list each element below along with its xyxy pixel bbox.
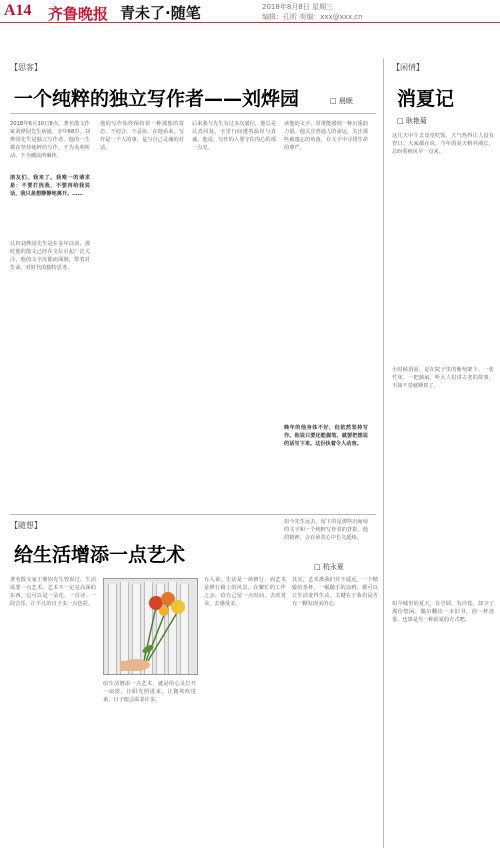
article-quote: 晚年的他身体不好，但依然坚持写作。他说只要还能握笔，就要把想说的话写下来。这份执着令人动容。 bbox=[284, 425, 368, 447]
section-title: 青未了·随笔 bbox=[120, 4, 201, 22]
article-paragraph: 认识刘烨园先生是在多年以前，那时他的散文已经在文坛引起广泛关注，他的文字沉郁而深刻，带着对生命、对时代的独特思考。 bbox=[10, 241, 90, 271]
article-paragraph: 后来我与先生有过多次通信，他总是认真回复，字里行间透着温厚与真诚。他说，写作的人要守住内心的那一点光。 bbox=[192, 121, 276, 151]
article-headline: 消夏记 bbox=[397, 88, 455, 110]
section-divider bbox=[10, 514, 376, 515]
issue-date: 2018年8月8日 星期三 bbox=[262, 3, 333, 11]
article-paragraph: 小时候消夏，是在院子里的葡萄架下。一张竹床，一把蒲扇，听大人们讲古老的故事，不知不觉就睡着了。 bbox=[392, 367, 494, 389]
article-tag: 【随想】 bbox=[10, 521, 42, 530]
article-byline: □ 杭永夏 bbox=[314, 563, 344, 571]
article-paragraph: 给生活增添一点艺术，就是给心灵打开一扇窗。让阳光照进来，让微风吹进来，日子便会温柔许多。 bbox=[103, 681, 196, 703]
article-quote: 朋友们，我来了。我唯一的请求是：不要打扰我，不要再给我说话，我只是想静静地离开。…… bbox=[10, 175, 90, 197]
page-number: A14 bbox=[4, 2, 32, 19]
article-paragraph: 读他的文字，常常能感到一种沉重的力量。他关注普通人的命运，关注那些被遗忘的角落，在文字中寻找生命的尊严。 bbox=[284, 121, 368, 151]
article-byline: □ 晨眠 bbox=[330, 97, 353, 105]
editors-line: 编辑：孔昕 美编：xxx@xxx.cn bbox=[262, 13, 363, 21]
article-paragraph: 这几天中午去食堂吃饭，天气热得让人没有胃口。大家都在说，今年的夏天格外漫长，总盼着秋风早一点来。 bbox=[392, 133, 494, 155]
article-paragraph: 著名散文家王鼎钧先生曾说过，生活需要一点艺术。艺术不一定是高深的东西，它可以是一朵花、一首诗、一段音乐，让平凡的日子多一点色彩。 bbox=[10, 577, 96, 607]
article-paragraph: 有人说，生活是一场修行，而艺术是修行路上的风景。在繁忙的工作之余，给自己留一点时间，去欣赏美，去感受美。 bbox=[204, 577, 286, 607]
article-headline: 一个纯粹的独立写作者——刘烨园 bbox=[14, 88, 300, 110]
headline-divider bbox=[10, 113, 376, 114]
article-paragraph: 他的写作始终保持着一种孤独的姿态，不迎合，不妥协。在他看来，写作是一个人的事，是与自己灵魂的对话。 bbox=[100, 121, 184, 151]
article-tag: 【思客】 bbox=[10, 63, 42, 72]
flower-bouquet bbox=[104, 579, 197, 674]
newspaper-masthead: 齐鲁晚报 bbox=[48, 5, 109, 23]
article-paragraph: 如今城里的夏天，有空调，有冷饮，却少了那份悠闲。偶尔翻出一本旧书，泡一杯清茶，也算是另一种消夏的方式吧。 bbox=[392, 601, 494, 623]
page-header bbox=[0, 0, 500, 23]
article-headline: 给生活增添一点艺术 bbox=[14, 544, 186, 566]
flowers-fence-photo bbox=[103, 578, 198, 675]
column-divider bbox=[383, 58, 384, 848]
article-paragraph: 其实，艺术离我们并不遥远。一个精致的茶杯，一幅随手的涂鸦，都可以让生活变得生动。关键在于我们是否有一颗发现美的心。 bbox=[292, 577, 378, 607]
article-tag: 【闲情】 bbox=[392, 63, 424, 72]
article-paragraph: 2018年6月30日8点，著名散文作家刘烨园先生病逝，享年68岁。刘烨园先生是独立写作者，他的一生都在坚持纯粹的写作，不为名利所动，不为潮流所裹挟。 bbox=[10, 121, 90, 159]
article-byline: □ 耿艳菊 bbox=[397, 117, 427, 125]
article-paragraph: 如今先生远去，留下的是那些沉甸甸的文字和一个纯粹写作者的背影。他的精神，会在读者心中长久延续。 bbox=[284, 519, 368, 541]
